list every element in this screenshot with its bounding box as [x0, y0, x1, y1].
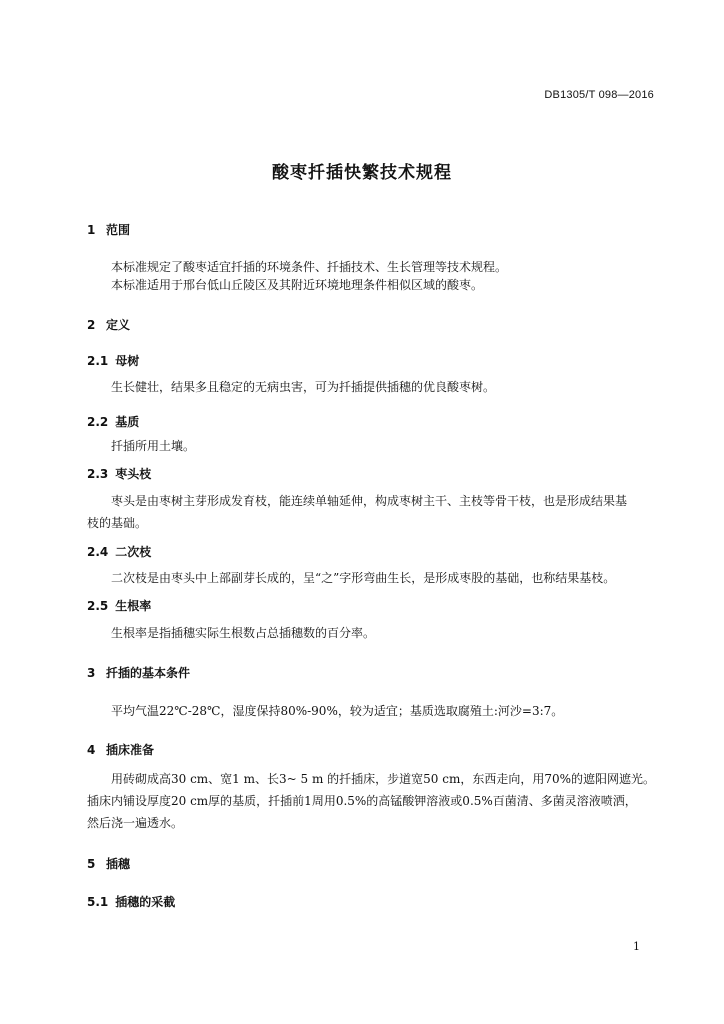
section-number: 2.2: [87, 415, 109, 429]
section-2-3-heading: [87, 465, 151, 482]
section-number: 5: [87, 857, 96, 871]
section-title: 定义: [106, 318, 131, 332]
section-number: 2.5: [87, 599, 109, 613]
section-title: 插床准备: [106, 743, 155, 757]
section-title: 扦插的基本条件: [106, 666, 191, 680]
section-5-heading: [87, 855, 130, 872]
paragraph-line: 枣头是由枣树主芽形成发育枝，能连续单轴延伸，构成枣树主干、主枝等骨干枝，也是形成结果基: [111, 494, 628, 508]
section-number: 2.3: [87, 467, 109, 481]
section-3-heading: [87, 664, 190, 681]
section-number: 3: [87, 666, 96, 680]
section-number: 4: [87, 743, 96, 757]
section-1-paragraph-2: 本标准适用于邢台低山丘陵区及其附近环境地理条件相似区域的酸枣。: [111, 278, 484, 292]
section-number: 5.1: [87, 895, 109, 909]
section-2-3-paragraph: [87, 490, 657, 534]
paragraph-line: 插床内铺设厚度20 cm厚的基质，扦插前1周用0.5%的高锰酸钾溶液或0.5%百菌清、多菌灵溶液喷洒，: [87, 794, 637, 808]
page-number: 1: [633, 940, 640, 953]
section-1-paragraph-1: 本标准规定了酸枣适宜扦插的环境条件、扦插技术、生长管理等技术规程。: [111, 260, 508, 274]
section-2-5-paragraph: 生根率是指插穗实际生根数占总插穗数的百分率。: [111, 626, 376, 640]
section-4-heading: [87, 741, 154, 758]
document-title: 酸枣扦插快繁技术规程: [272, 163, 452, 183]
paragraph-line: 用砖砌成高30 cm、宽1 m、长3~ 5 m 的扦插床，步道宽50 cm，东西走向，用70%的遮阳网遮光。: [111, 772, 656, 786]
section-2-2-heading: [87, 413, 139, 430]
document-code: DB1305/T 098—2016: [544, 89, 654, 101]
section-2-1-paragraph: 生长健壮，结果多且稳定的无病虫害，可为扦插提供插穗的优良酸枣树。: [111, 380, 496, 394]
section-number: 1: [87, 223, 96, 237]
section-title: 插穗: [106, 857, 131, 871]
section-title: 母树: [115, 354, 140, 368]
section-title: 基质: [115, 415, 140, 429]
section-title: 枣头枝: [115, 467, 152, 481]
section-title: 生根率: [115, 599, 152, 613]
section-number: 2: [87, 318, 96, 332]
section-2-1-heading: [87, 352, 139, 369]
section-2-2-paragraph: 扦插所用土壤。: [111, 439, 196, 453]
section-title: 范围: [106, 223, 131, 237]
section-1-heading: [87, 221, 130, 238]
section-number: 2.1: [87, 354, 109, 368]
paragraph-line: 枝的基础。: [87, 516, 148, 530]
paragraph-line: 然后浇一遍透水。: [87, 816, 184, 830]
section-2-4-paragraph: 二次枝是由枣头中上部副芽长成的，呈“之”字形弯曲生长，是形成枣股的基础，也称结果基枝。: [111, 571, 616, 585]
section-2-4-heading: [87, 543, 151, 560]
section-2-5-heading: [87, 597, 151, 614]
section-4-paragraph: [87, 768, 657, 834]
section-title: 二次枝: [115, 545, 152, 559]
section-2-heading: [87, 316, 130, 333]
section-3-paragraph: 平均气温22℃-28℃，湿度保持80%-90%，较为适宜；基质选取腐殖土:河沙=3:7。: [111, 704, 564, 718]
section-5-1-heading: [87, 893, 175, 910]
section-number: 2.4: [87, 545, 109, 559]
section-title: 插穗的采截: [115, 895, 176, 909]
